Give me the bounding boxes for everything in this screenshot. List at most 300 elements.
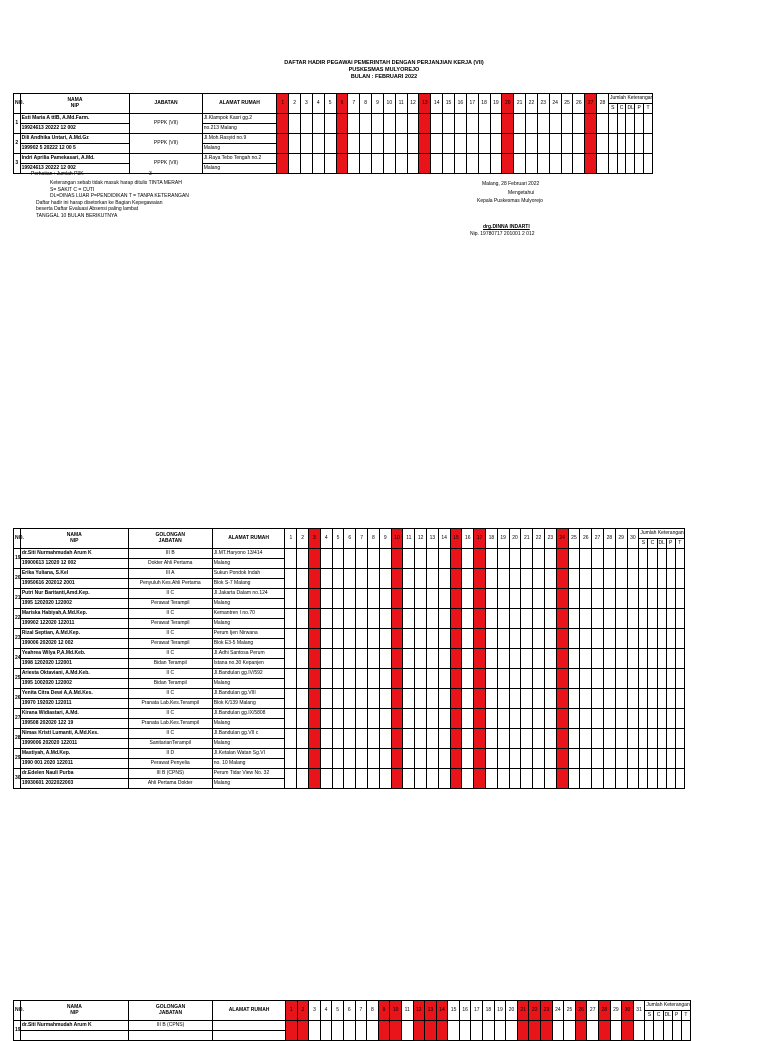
attendance-cell: [320, 689, 332, 709]
attendance-cell: [450, 549, 462, 569]
employee-address-line1: Jl.Klampok Kasri gg.2: [202, 114, 277, 124]
header-alamat: ALAMAT RUMAH: [212, 529, 285, 549]
attendance-cell: [462, 609, 474, 629]
signature-nip: Nip. 19780717 201001 2 012: [470, 231, 535, 237]
attendance-cell: [592, 729, 604, 749]
attendance-cell: [368, 689, 380, 709]
attendance-cell: [344, 649, 356, 669]
day-header: 3: [309, 529, 321, 549]
count-cell-t: [675, 729, 684, 749]
count-cell-p: [666, 669, 675, 689]
attendance-cell: [379, 729, 391, 749]
attendance-cell: [407, 134, 419, 154]
day-header: 18: [478, 94, 490, 114]
day-header: 28: [597, 94, 609, 114]
employee-address-line1: Jl.Bandulan gg.VII c: [212, 729, 285, 739]
attendance-cell: [344, 609, 356, 629]
day-header: 23: [541, 1001, 553, 1021]
attendance-cell: [356, 629, 368, 649]
attendance-cell: [533, 709, 545, 729]
attendance-cell: [312, 134, 324, 154]
attendance-cell: [320, 549, 332, 569]
header-golongan: GOLONGAN: [155, 532, 185, 538]
day-header: 24: [549, 94, 561, 114]
attendance-cell: [627, 649, 639, 669]
employee-golongan: II C: [128, 689, 212, 699]
header-golongan-jabatan: [128, 1001, 212, 1021]
attendance-cell: [320, 649, 332, 669]
day-header: 24: [552, 1001, 564, 1021]
header-jabatan: JABATAN: [130, 94, 202, 114]
attendance-cell: [597, 114, 609, 134]
attendance-cell: [462, 569, 474, 589]
attendance-cell: [368, 589, 380, 609]
header-s: S: [608, 104, 617, 114]
attendance-cell: [568, 649, 580, 669]
day-header: 20: [509, 529, 521, 549]
count-cell-c: [654, 1021, 663, 1041]
day-header: 28: [603, 529, 615, 549]
attendance-cell: [320, 709, 332, 729]
day-header: 4: [312, 94, 324, 114]
attendance-cell: [448, 1021, 460, 1041]
attendance-cell: [462, 689, 474, 709]
row-number: 26: [14, 689, 21, 709]
attendance-cell: [615, 729, 627, 749]
attendance-cell: [332, 769, 344, 789]
attendance-cell: [285, 669, 297, 689]
attendance-cell: [556, 609, 568, 629]
attendance-cell: [450, 749, 462, 769]
table-row: [14, 709, 685, 719]
attendance-cell: [378, 1021, 390, 1041]
day-header: 3: [309, 1001, 321, 1021]
header-jabatan: JABATAN: [158, 537, 182, 544]
attendance-cell: [297, 709, 309, 729]
attendance-cell: [533, 589, 545, 609]
attendance-cell: [415, 549, 427, 569]
count-cell-p: [672, 1021, 681, 1041]
attendance-cell: [454, 134, 466, 154]
attendance-cell: [320, 769, 332, 789]
attendance-cell: [297, 589, 309, 609]
employee-nip: 19970 192020 122011: [20, 699, 128, 709]
attendance-cell: [615, 549, 627, 569]
attendance-cell: [391, 669, 403, 689]
attendance-cell: [285, 569, 297, 589]
header-golongan: GOLONGAN: [155, 1004, 186, 1010]
count-cell-t: [675, 609, 684, 629]
employee-name: dr.Edelen Nauli Purba: [20, 769, 128, 779]
day-header: 29: [610, 1001, 622, 1021]
attendance-cell: [474, 649, 486, 669]
attendance-cell: [580, 609, 592, 629]
employee-golongan: III A: [128, 569, 212, 579]
employee-address-line2: no.213 Malang: [202, 124, 277, 134]
attendance-cell: [627, 549, 639, 569]
count-cell-t: [644, 114, 653, 134]
header-p: P: [672, 1011, 681, 1021]
employee-nip: 199902 5 20222 12 00 5: [20, 144, 130, 154]
attendance-cell: [485, 569, 497, 589]
attendance-cell: [474, 769, 486, 789]
employee-nip: 1995 1202020 122002: [20, 599, 128, 609]
attendance-cell: [332, 709, 344, 729]
count-cell-p: [635, 154, 644, 174]
attendance-cell: [603, 649, 615, 669]
attendance-cell: [474, 749, 486, 769]
employee-nip: 19930601 2022022003: [20, 779, 128, 789]
count-cell-s: [639, 649, 648, 669]
attendance-cell: [544, 769, 556, 789]
attendance-cell: [379, 689, 391, 709]
day-header: 15: [443, 94, 455, 114]
count-cell-p: [666, 749, 675, 769]
count-cell-s: [639, 709, 648, 729]
count-cell-s: [639, 749, 648, 769]
employee-golongan: II C: [128, 729, 212, 739]
attendance-cell: [403, 589, 415, 609]
employee-golongan: III B (CPNS): [128, 769, 212, 779]
attendance-cell: [332, 609, 344, 629]
count-cell-p: [635, 114, 644, 134]
employee-address-line2: Malang: [212, 679, 285, 689]
day-header: 9: [379, 529, 391, 549]
count-cell-dl: [657, 609, 666, 629]
attendance-cell: [356, 649, 368, 669]
attendance-cell: [568, 549, 580, 569]
attendance-cell: [568, 689, 580, 709]
employee-address-line1: Jl.Ketalan Watan Sg.VI: [212, 749, 285, 759]
attendance-cell: [285, 689, 297, 709]
header-no: NO.: [14, 94, 21, 114]
attendance-cell: [627, 569, 639, 589]
day-header: 22: [529, 1001, 541, 1021]
attendance-cell: [521, 589, 533, 609]
attendance-cell: [514, 154, 526, 174]
day-header: 1: [285, 529, 297, 549]
employee-nip: 19900613 12020 12 002: [20, 559, 128, 569]
attendance-cell: [391, 629, 403, 649]
day-header: 16: [459, 1001, 471, 1021]
day-header: 22: [533, 529, 545, 549]
count-cell-s: [639, 569, 648, 589]
attendance-cell: [490, 154, 502, 174]
header-t: T: [675, 539, 684, 549]
attendance-cell: [415, 609, 427, 629]
attendance-cell: [485, 549, 497, 569]
attendance-cell: [526, 134, 538, 154]
attendance-cell: [450, 569, 462, 589]
attendance-cell: [568, 589, 580, 609]
attendance-cell: [533, 569, 545, 589]
attendance-cell: [544, 589, 556, 609]
attendance-cell: [368, 569, 380, 589]
employee-address-line1: Jl.MT.Haryono 13/414: [212, 549, 285, 559]
day-header: 2: [297, 1001, 309, 1021]
attendance-cell: [379, 609, 391, 629]
day-header: 2: [297, 529, 309, 549]
attendance-cell: [356, 609, 368, 629]
employee-address-line2: Blok E3-5 Malang: [212, 639, 285, 649]
attendance-cell: [533, 629, 545, 649]
attendance-cell: [541, 1021, 553, 1041]
day-header: 15: [448, 1001, 460, 1021]
attendance-cell: [462, 769, 474, 789]
attendance-cell: [379, 769, 391, 789]
count-cell-s: [639, 729, 648, 749]
attendance-cell: [309, 549, 321, 569]
employee-name: Rizal Septian, A.Md.Kep.: [20, 629, 128, 639]
notes-line: Daftar hadir ini harap disetorkan ke Bagian Kepegawaian: [36, 199, 163, 206]
attendance-cell: [533, 729, 545, 749]
attendance-cell: [580, 649, 592, 669]
row-number: 28: [14, 729, 21, 749]
attendance-cell: [427, 749, 439, 769]
attendance-cell: [485, 589, 497, 609]
signature-name: drg.DINNA INDARTI: [483, 224, 530, 230]
row-number: 21: [14, 589, 21, 609]
attendance-cell: [368, 769, 380, 789]
attendance-cell: [497, 709, 509, 729]
day-header: 26: [573, 94, 585, 114]
employee-jabatan: Penyuluh Kes.Ahli Pertama: [128, 579, 212, 589]
day-header: 13: [425, 1001, 437, 1021]
count-cell-dl: [657, 769, 666, 789]
attendance-cell: [368, 749, 380, 769]
attendance-cell: [497, 569, 509, 589]
attendance-cell: [454, 154, 466, 174]
attendance-cell: [521, 629, 533, 649]
attendance-cell: [360, 154, 372, 174]
day-header: 5: [324, 94, 336, 114]
attendance-cell: [285, 649, 297, 669]
employee-address-line1: Jl.Moh.Rasyid no.9: [202, 134, 277, 144]
attendance-cell: [368, 609, 380, 629]
employee-name: Yeahrea Wilya P,A.Md.Keb.: [20, 649, 128, 659]
attendance-cell: [309, 629, 321, 649]
attendance-cell: [312, 114, 324, 134]
header-c: C: [654, 1011, 663, 1021]
count-cell-c: [648, 609, 657, 629]
day-header: 30: [622, 1001, 634, 1021]
attendance-cell: [474, 609, 486, 629]
attendance-cell: [485, 689, 497, 709]
count-cell-s: [639, 669, 648, 689]
attendance-cell: [627, 769, 639, 789]
attendance-cell: [320, 669, 332, 689]
attendance-cell: [466, 114, 478, 134]
attendance-cell: [556, 709, 568, 729]
attendance-cell: [564, 1021, 576, 1041]
attendance-cell: [438, 549, 450, 569]
attendance-cell: [403, 749, 415, 769]
employee-name: Kirana Widiastari, A.Md.: [20, 709, 128, 719]
attendance-cell: [462, 669, 474, 689]
table-row: [14, 589, 685, 599]
attendance-cell: [443, 114, 455, 134]
attendance-cell: [324, 154, 336, 174]
table-row: [14, 154, 653, 164]
attendance-cell: [483, 1021, 495, 1041]
attendance-cell: [549, 114, 561, 134]
attendance-cell: [297, 749, 309, 769]
day-header: 6: [336, 94, 348, 114]
attendance-cell: [474, 549, 486, 569]
count-cell-dl: [657, 549, 666, 569]
employee-address-line2: Malang: [202, 144, 277, 154]
row-number: 22: [14, 609, 21, 629]
attendance-cell: [285, 629, 297, 649]
employee-name: Dili Andhika Untari, A.Md.Gz: [20, 134, 130, 144]
attendance-cell: [509, 769, 521, 789]
count-cell-t: [675, 629, 684, 649]
employee-golongan: II C: [128, 589, 212, 599]
attendance-cell: [309, 569, 321, 589]
attendance-cell: [309, 689, 321, 709]
attendance-cell: [615, 649, 627, 669]
attendance-cell: [627, 669, 639, 689]
attendance-table-3: [13, 1000, 691, 1041]
count-cell-dl: [663, 1021, 672, 1041]
day-header: 10: [391, 529, 403, 549]
row-number: 3: [14, 154, 21, 174]
count-cell-c: [648, 749, 657, 769]
attendance-cell: [297, 669, 309, 689]
employee-nip: 199508 202020 122 19: [20, 719, 128, 729]
header-jumlah-keterangan: Jumlah Keterangan: [639, 529, 685, 539]
attendance-cell: [471, 1021, 483, 1041]
attendance-cell: [568, 729, 580, 749]
employee-address-line2: Blok S-7 Malang: [212, 579, 285, 589]
employee-address-line1: Jl.Jakarta Dalam no.124: [212, 589, 285, 599]
attendance-cell: [372, 134, 384, 154]
count-cell-dl: [657, 669, 666, 689]
attendance-cell: [592, 589, 604, 609]
count-cell-dl: [657, 689, 666, 709]
attendance-cell: [309, 669, 321, 689]
attendance-cell: [474, 629, 486, 649]
header-no: NO.: [14, 529, 21, 549]
employee-address-line1: Jl.Bandulan gg.IV/592: [212, 669, 285, 679]
attendance-cell: [506, 1021, 518, 1041]
count-cell-s: [645, 1021, 654, 1041]
attendance-cell: [502, 154, 514, 174]
attendance-cell: [348, 114, 360, 134]
employee-address-line2: no. 10 Malang: [212, 759, 285, 769]
attendance-cell: [285, 1021, 297, 1041]
attendance-cell: [526, 114, 538, 134]
attendance-cell: [372, 114, 384, 134]
day-header: 21: [521, 529, 533, 549]
attendance-cell: [509, 629, 521, 649]
attendance-cell: [537, 114, 549, 134]
header-dl: DL: [626, 104, 635, 114]
table-row: [14, 729, 685, 739]
attendance-cell: [573, 154, 585, 174]
count-cell-t: [675, 569, 684, 589]
count-cell-t: [675, 669, 684, 689]
attendance-cell: [344, 549, 356, 569]
employee-nip: 1998 1202020 122001: [20, 659, 128, 669]
attendance-cell: [603, 769, 615, 789]
attendance-cell: [403, 769, 415, 789]
attendance-cell: [615, 629, 627, 649]
attendance-cell: [368, 629, 380, 649]
day-header: 16: [454, 94, 466, 114]
employee-nip: 199006 202020 12 002: [20, 639, 128, 649]
attendance-cell: [297, 689, 309, 709]
attendance-cell: [497, 629, 509, 649]
employee-name: Nimas Kristi Lumanti, A.Md.Kes.: [20, 729, 128, 739]
attendance-cell: [450, 649, 462, 669]
table-row: [14, 1021, 691, 1031]
employee-jabatan: Perawat Penyelia: [128, 759, 212, 769]
attendance-cell: [556, 569, 568, 589]
attendance-cell: [544, 729, 556, 749]
attendance-cell: [356, 769, 368, 789]
attendance-cell: [438, 569, 450, 589]
attendance-cell: [383, 134, 395, 154]
attendance-cell: [356, 569, 368, 589]
employee-jabatan: Perawat Terampil: [128, 639, 212, 649]
attendance-cell: [544, 569, 556, 589]
employee-name: Mastiyah, A.Md.Kep.: [20, 749, 128, 759]
employee-nip: 19924613 20222 12 002: [20, 124, 130, 134]
attendance-cell: [502, 114, 514, 134]
employee-name: dr.Siti Nurmahmudah Arum K: [20, 549, 128, 559]
attendance-cell: [462, 629, 474, 649]
employee-jabatan: Bidan Terampil: [128, 679, 212, 689]
attendance-cell: [427, 589, 439, 609]
table-row: [14, 609, 685, 619]
attendance-cell: [332, 749, 344, 769]
attendance-cell: [603, 569, 615, 589]
attendance-cell: [466, 134, 478, 154]
day-header: 16: [462, 529, 474, 549]
notes-perhatian: Perhatian : Jumlah P3K: [31, 171, 84, 177]
attendance-cell: [497, 669, 509, 689]
day-header: 30: [627, 529, 639, 549]
organization-name: PUSKESMAS MULYOREJO: [348, 67, 420, 73]
attendance-cell: [285, 549, 297, 569]
attendance-cell: [320, 589, 332, 609]
header-t: T: [644, 104, 653, 114]
attendance-cell: [336, 114, 348, 134]
attendance-cell: [533, 769, 545, 789]
count-cell-dl: [626, 154, 635, 174]
count-cell-c: [648, 549, 657, 569]
attendance-cell: [544, 669, 556, 689]
attendance-cell: [277, 134, 289, 154]
attendance-cell: [438, 629, 450, 649]
signature-position: Kepala Puskesmas Mulyorejo: [477, 198, 543, 204]
attendance-cell: [580, 709, 592, 729]
row-number: 25: [14, 669, 21, 689]
day-header: 2: [289, 94, 301, 114]
day-header: 7: [348, 94, 360, 114]
attendance-cell: [431, 134, 443, 154]
attendance-cell: [544, 609, 556, 629]
attendance-cell: [297, 629, 309, 649]
attendance-cell: [592, 549, 604, 569]
attendance-cell: [521, 649, 533, 669]
count-cell-s: [639, 769, 648, 789]
count-cell-p: [666, 689, 675, 709]
attendance-cell: [438, 769, 450, 789]
attendance-cell: [509, 709, 521, 729]
attendance-cell: [419, 154, 431, 174]
